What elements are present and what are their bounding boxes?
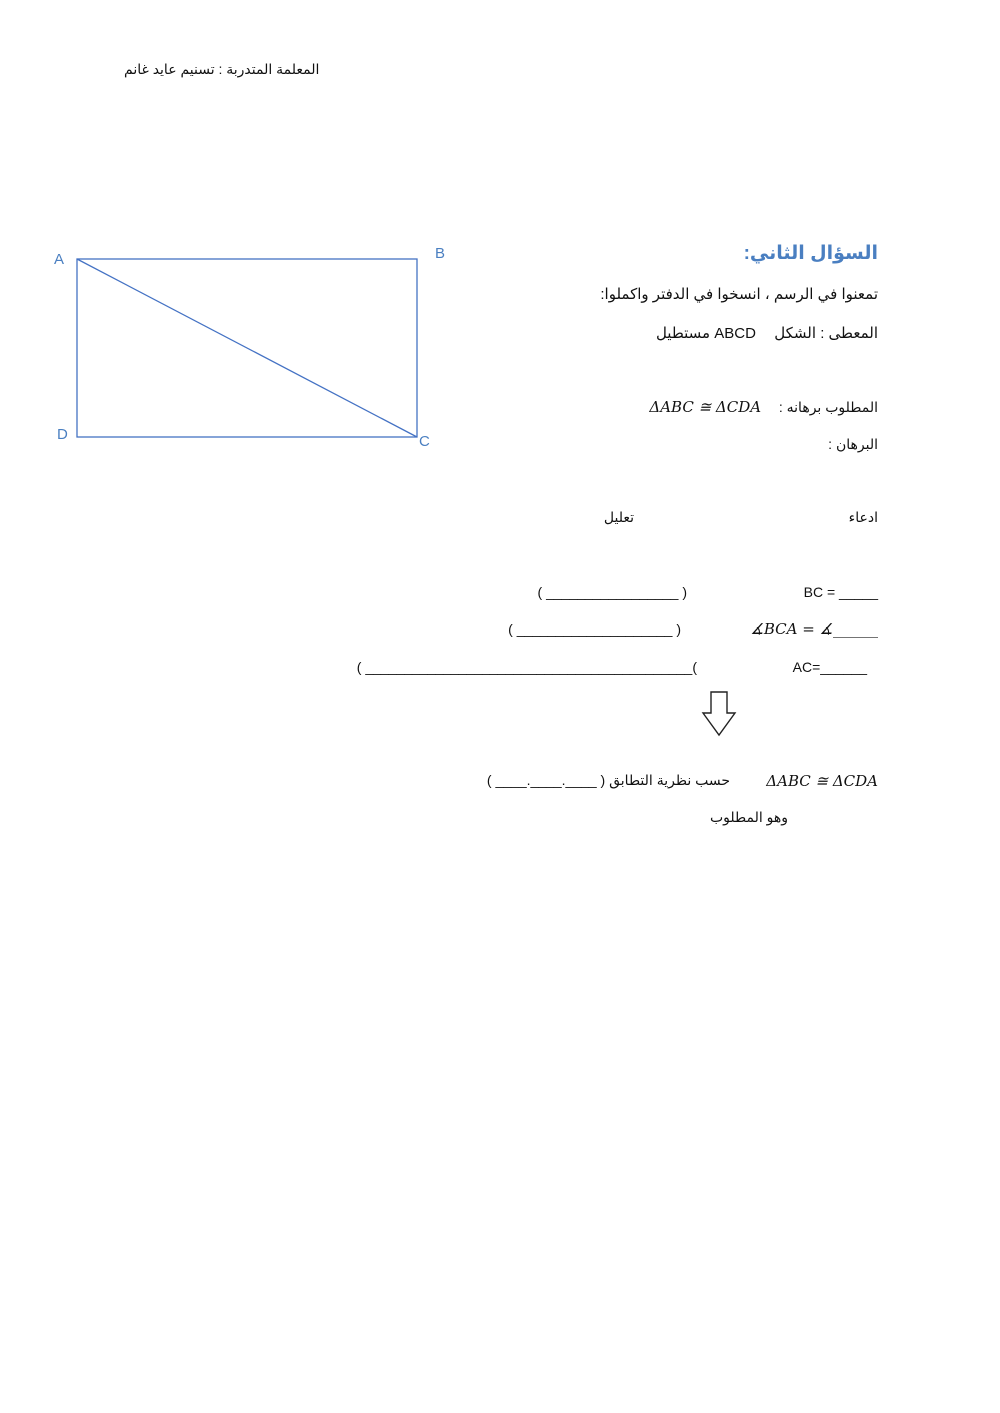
teacher-name: المعلمة المتدربة : تسنيم عايد غانم [124,61,320,77]
down-arrow-icon [701,691,737,737]
reason-row-1: ( _________________ ) [537,584,687,600]
required-label: المطلوب برهانه : [778,399,878,415]
claim-header: ادعاء [848,509,878,525]
given-label: المعطى : الشكل [774,325,878,342]
vertex-label-c: C [419,433,430,450]
diagonal-ac [77,259,417,437]
rectangle-abcd [77,259,417,437]
reason-row-2: ( ____________________ ) [508,621,681,637]
vertex-label-d: D [57,426,68,443]
required-line [649,398,878,416]
given-type: مستطيل [655,325,711,342]
conclusion-statement: ΔABC ≅ ΔCDA [766,772,878,790]
vertex-label-b: B [435,245,446,262]
proof-label: البرهان : [828,436,878,452]
reason-row-3: ( __________________________________________( [356,659,697,675]
claim-row-1: BC = _____ [803,584,878,600]
question-title: السؤال الثاني: [743,243,878,264]
vertex-label-a: A [54,251,65,268]
conclusion-theorem: حسب نظرية التطابق ( ____.____.____ ) [486,772,730,788]
instruction-text: تمعنوا في الرسم ، انسخوا في الدفتر واكملوا: [600,286,878,303]
conclusion-closing: وهو المطلوب [709,809,788,825]
claim-row-2: ∡BCA = ∡______ [750,620,878,638]
required-statement: ΔABC ≅ ΔCDA [649,398,762,416]
reason-header: تعليل [603,509,634,525]
given-line [656,324,878,342]
claim-row-3: AC=______ [792,659,867,675]
given-shape: ABCD [714,325,756,342]
